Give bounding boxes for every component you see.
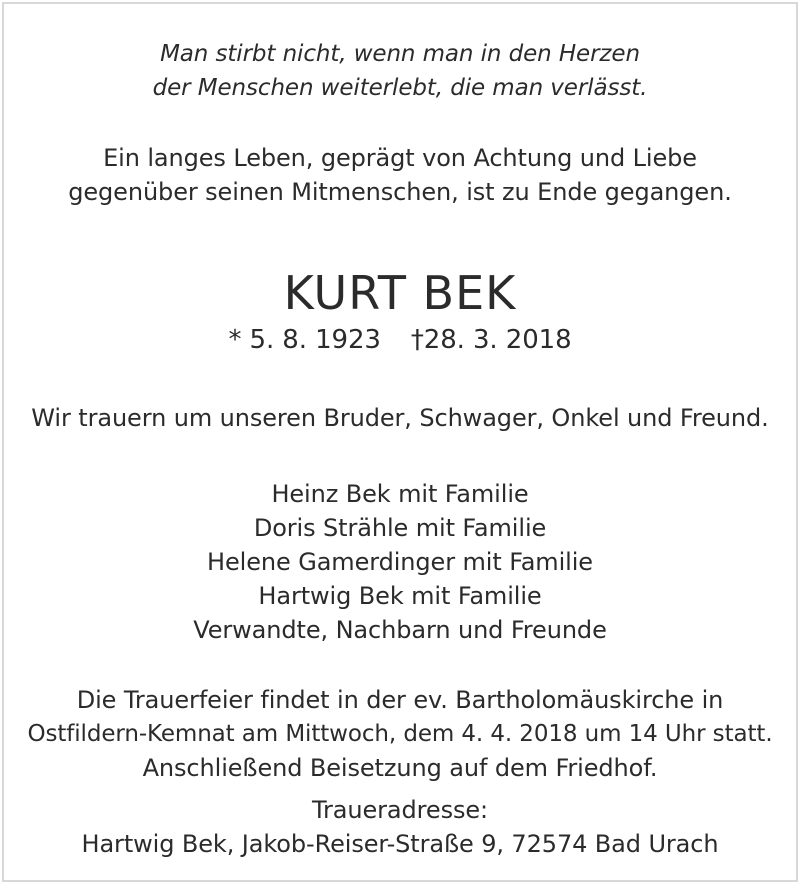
deceased-name: KURT BEK (283, 266, 517, 320)
service-line-3: Anschließend Beisetzung auf dem Friedhof. (142, 754, 658, 782)
life-dates (4, 324, 796, 356)
mourner-5: Verwandte, Nachbarn und Freunde (193, 616, 607, 644)
service-line-1: Die Trauerfeier findet in der ev. Bartholomäuskirche in (76, 686, 724, 714)
intro-line-2: gegenüber seinen Mitmenschen, ist zu Ende gegangen. (68, 178, 732, 206)
service-line-2: Ostfildern-Kemnat am Mittwoch, dem 4. 4. 2018 um 14 Uhr statt. (27, 721, 773, 747)
cross-icon: † (410, 325, 424, 355)
mourner-1: Heinz Bek mit Familie (271, 480, 529, 508)
address-value: Hartwig Bek, Jakob-Reiser-Straße 9, 72574 Bad Urach (81, 830, 719, 858)
birth-date: * 5. 8. 1923 (228, 325, 381, 355)
address-label: Traueradresse: (311, 796, 489, 824)
quote-line-2: der Menschen weiterlebt, die man verlässt. (152, 75, 648, 101)
mourner-2: Doris Strähle mit Familie (253, 514, 547, 542)
obituary-notice (2, 2, 798, 882)
mourner-3: Helene Gamerdinger mit Familie (207, 548, 593, 576)
intro-line-1: Ein langes Leben, geprägt von Achtung und Liebe (103, 144, 697, 172)
mourner-4: Hartwig Bek mit Familie (258, 582, 542, 610)
death-date: 28. 3. 2018 (423, 325, 572, 355)
quote-line-1: Man stirbt nicht, wenn man in den Herzen (160, 41, 640, 67)
mourning-statement: Wir trauern um unseren Bruder, Schwager, Onkel und Freund. (31, 404, 769, 432)
